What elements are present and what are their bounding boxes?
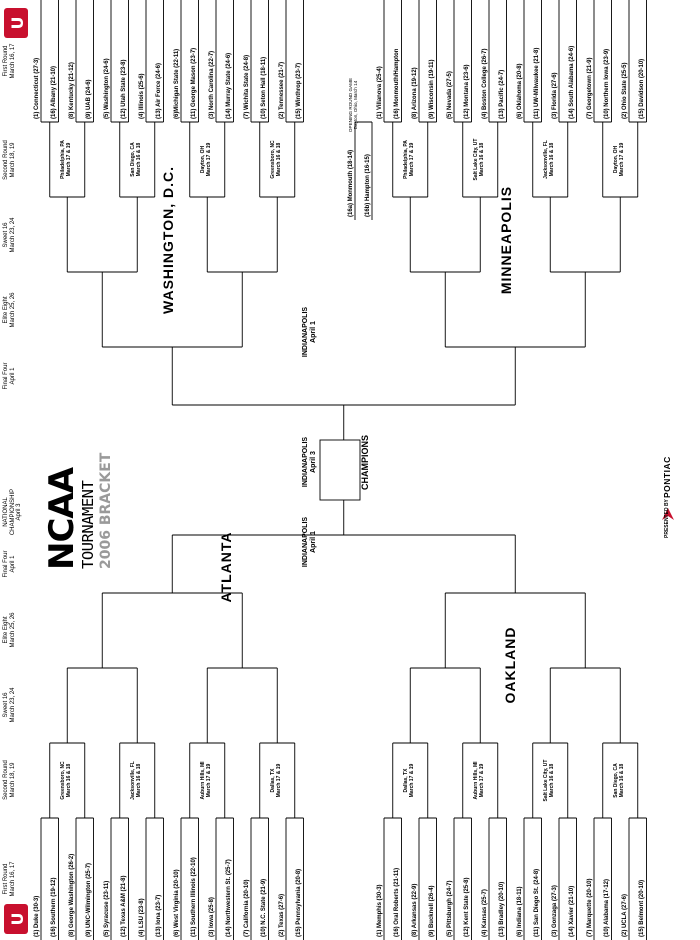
minneapolis-team-text: (2) Ohio State (25-5) (620, 62, 628, 119)
atlanta-site-dates: March 16 & 18 (65, 763, 72, 798)
atlanta-team (260, 876, 268, 937)
atlanta-team (85, 859, 93, 937)
washington-site-dates: March 17 & 19 (205, 142, 212, 177)
oakland-site-city: San Diego, CA (613, 763, 620, 798)
opening-round-team-b (364, 151, 372, 217)
svg-text:U: U (8, 16, 27, 30)
corner-logo-icon (4, 904, 28, 934)
oakland-team (568, 883, 576, 937)
oakland-site-dates: March 16 & 18 (548, 763, 555, 798)
washington-team (208, 47, 216, 119)
atlanta-team-text: (11) Southern Illinois (22-10) (190, 857, 197, 937)
atlanta-team-text: (12) Texas A&M (21-8) (120, 875, 127, 937)
washington-team (243, 52, 251, 119)
round-name: First Round (3, 45, 9, 77)
minneapolis-team (551, 70, 559, 119)
atlanta-site-city: Dallas, TX (270, 768, 277, 793)
atlanta-team-text: (13) Iona (23-7) (155, 894, 162, 937)
washington-site-dates: March 16 & 18 (275, 142, 282, 177)
washington-team (138, 71, 146, 119)
washington-team (68, 59, 76, 119)
final-four-site-left-date: April 1 (310, 531, 317, 553)
minneapolis-team-text: (15) Davidson (20-10) (638, 58, 645, 119)
minneapolis-team (533, 44, 541, 119)
atlanta-team-text: (5) Syracuse (23-11) (102, 880, 110, 937)
oakland-team-text: (16) Oral Roberts (21-11) (393, 867, 400, 937)
round-name: Elite Eight (3, 616, 9, 644)
round-header-left (3, 488, 23, 536)
round-name: NATIONAL CHAMPIONSHIP (3, 488, 16, 536)
minneapolis-team-text: (10) Northern Iowa (23-9) (603, 48, 610, 119)
round-name: Final Four (3, 362, 9, 390)
atlanta-team-text: (15) Pennsylvania (20-8) (295, 868, 302, 937)
minneapolis-team (463, 62, 471, 119)
round-dates: March 23, 24 (9, 217, 16, 253)
washington-site (61, 125, 72, 195)
region-atlanta: ATLANTA (218, 531, 234, 603)
washington-team (50, 63, 58, 119)
round-header-right (3, 286, 16, 334)
oakland-site-city: Salt Lake City, UT (543, 759, 550, 802)
atlanta-team-text: (16) Southern (19-12) (50, 877, 57, 937)
oakland-team (621, 892, 629, 937)
washington-site-dates: March 16 & 18 (135, 142, 142, 177)
washington-team-text: (11) George Mason (23-7) (190, 47, 197, 119)
minneapolis-team-text: (1) Villanova (25-4) (375, 66, 383, 119)
washington-team-text: (16) Albany (21-10) (50, 66, 57, 119)
round-header-right (3, 352, 16, 400)
washington-team-text: (9) UAB (24-6) (85, 79, 92, 119)
oakland-site-city: Dallas, TX (403, 768, 410, 793)
final-four-site-left-city: INDIANAPOLIS (302, 516, 309, 568)
opening-round-place: Dayton, Ohio, March 14 (353, 80, 359, 130)
oakland-team-text: (9) Bucknell (26-4) (428, 885, 435, 937)
atlanta-team (120, 872, 128, 937)
minneapolis-team (428, 56, 436, 119)
round-name: Sweet 16 (3, 222, 9, 248)
atlanta-team (208, 895, 216, 937)
round-dates: March 25, 26 (9, 612, 16, 648)
minneapolis-team-text: (8) Arizona (19-12) (410, 67, 418, 119)
oakland-site-city: Auburn Hills, MI (473, 761, 480, 800)
minneapolis-site-dates: March 16 & 18 (478, 142, 485, 177)
atlanta-team-text: (14) Northwestern St. (25-7) (225, 859, 232, 937)
minneapolis-team (411, 65, 419, 119)
washington-team (103, 55, 111, 119)
washington-team-text: (8) Kentucky (21-12) (67, 62, 75, 119)
minneapolis-team-text: (14) South Alabama (24-6) (568, 45, 575, 119)
oakland-team-text: (15) Belmont (20-10) (638, 879, 645, 937)
oakland-site-dates: March 17 & 19 (408, 763, 415, 798)
washington-team (173, 45, 181, 119)
minneapolis-site-city: Jacksonville, FL (543, 140, 550, 179)
oakland-site-dates: March 17 & 19 (478, 763, 485, 798)
atlanta-team-text: (6) West Virginia (20-10) (172, 869, 180, 937)
washington-site-city: Dayton, OH (200, 145, 207, 174)
atlanta-site-city: Greensboro, NC (60, 761, 67, 800)
washington-team (85, 77, 93, 119)
atlanta-team (68, 849, 76, 937)
opening-round-title: OPENING ROUND GAME (348, 77, 353, 133)
round-name: First Round (3, 863, 9, 895)
minneapolis-team-text: (7) Georgetown (21-9) (585, 57, 593, 119)
atlanta-team-text: (4) LSU (23-8) (137, 898, 145, 937)
round-header-left (3, 855, 16, 903)
washington-site (201, 125, 212, 195)
washington-team-text: (10) Seton Hall (18-11) (260, 56, 267, 119)
round-dates: April 1 (9, 555, 16, 573)
oakland-team-text: (10) Alabama (17-12) (603, 879, 610, 937)
minneapolis-team (516, 61, 524, 119)
minneapolis-team-text: (9) Wisconsin (19-11) (428, 59, 435, 119)
minneapolis-site-dates: March 16 & 18 (548, 142, 555, 177)
final-four-site-right-date: April 1 (310, 321, 317, 343)
opening-round-info (348, 60, 358, 150)
atlanta-team (103, 878, 111, 937)
atlanta-team-text: (10) N.C. State (21-9) (260, 878, 267, 937)
atlanta-team-text: (2) Texas (27-6) (277, 893, 285, 937)
round-name: Second Round (3, 140, 9, 180)
atlanta-team-text: (3) Iowa (25-8) (207, 897, 215, 937)
washington-team (33, 55, 41, 119)
tournament-title: TOURNAMENT (79, 480, 97, 569)
washington-team (295, 60, 303, 119)
opening-round-team-b-text: (16b) Hampton (16-15) (363, 154, 371, 217)
atlanta-team (243, 876, 251, 937)
championship-site-date: April 3 (310, 451, 317, 473)
region-washington: WASHINGTON, D.C. (160, 166, 176, 314)
minneapolis-team-text: (11) UW-Milwaukee (21-8) (533, 47, 540, 119)
washington-team (155, 60, 163, 119)
washington-site-dates: March 17 & 19 (65, 142, 72, 177)
round-header-left (3, 756, 16, 804)
round-name: Second Round (3, 760, 9, 800)
oakland-team-text: (12) Kent State (25-8) (463, 877, 470, 937)
oakland-team (376, 882, 384, 937)
oakland-team (551, 882, 559, 937)
minneapolis-site (474, 125, 485, 195)
atlanta-site (201, 746, 212, 816)
final-four-site-left (302, 512, 318, 572)
oakland-team-text: (7) Marquette (20-10) (585, 878, 593, 937)
minneapolis-team-text: (16) Monmouth/Hampton (393, 48, 400, 119)
round-dates: March 16, 17 (9, 43, 16, 79)
atlanta-site-dates: March 17 & 19 (205, 763, 212, 798)
oakland-team-text: (5) Pittsburgh (24-7) (445, 880, 453, 937)
round-name: Final Four (3, 550, 9, 578)
region-oakland: OAKLAND (502, 626, 518, 704)
atlanta-site-dates: March 16 & 18 (135, 763, 142, 798)
oakland-team (586, 875, 594, 937)
round-dates: March 23, 24 (9, 687, 16, 723)
oakland-team-text: (4) Kansas (25-7) (480, 889, 488, 937)
oakland-site (544, 746, 555, 816)
minneapolis-team-text: (4) Boston College (26-7) (480, 48, 488, 119)
round-header-right (3, 136, 16, 184)
atlanta-site (61, 746, 72, 816)
minneapolis-site-dates: March 17 & 19 (618, 142, 625, 177)
oakland-team (638, 877, 646, 937)
champion-box (320, 440, 360, 500)
oakland-team (393, 864, 401, 937)
minneapolis-team-text: (6) Oklahoma (20-8) (515, 63, 523, 119)
round-dates: March 18, 19 (9, 762, 16, 798)
minneapolis-team (393, 45, 401, 119)
atlanta-team (138, 896, 146, 937)
oakland-site (614, 746, 625, 816)
round-header-left (3, 681, 16, 729)
minneapolis-site-city: Dayton, OH (613, 145, 620, 174)
oakland-team-text: (11) San Diego St. (24-8) (533, 868, 540, 937)
atlanta-team (173, 866, 181, 937)
minneapolis-team (568, 42, 576, 119)
washington-team-text: (3) North Carolina (22-7) (207, 50, 215, 119)
oakland-site-dates: March 16 & 18 (618, 763, 625, 798)
oakland-team (411, 881, 419, 937)
washington-site (131, 125, 142, 195)
atlanta-team-text: (9) UNC-Wilmington (25-7) (85, 862, 92, 937)
corner-logo-icon (4, 8, 28, 38)
atlanta-team-text: (1) Duke (30-3) (32, 895, 40, 937)
atlanta-site-city: Auburn Hills, MI (200, 761, 207, 800)
final-four-site-right (302, 302, 318, 362)
oakland-team-text: (2) UCLA (27-6) (620, 894, 628, 937)
oakland-team-text: (8) Arkansas (22-9) (410, 883, 418, 937)
ncaa-title: NCAA (42, 467, 82, 570)
atlanta-team-text: (7) California (20-10) (242, 879, 250, 937)
minneapolis-team (376, 63, 384, 119)
oakland-team (463, 874, 471, 937)
round-dates: March 18, 19 (9, 142, 16, 178)
washington-team-text: (12) Utah State (23-8) (120, 59, 127, 119)
atlanta-team (155, 893, 163, 937)
atlanta-team (225, 855, 233, 937)
region-minneapolis: MINNEAPOLIS (498, 185, 514, 295)
oakland-team (516, 884, 524, 937)
oakland-team-text: (6) Indiana (18-11) (515, 886, 523, 937)
washington-team-text: (14) Murray State (24-6) (225, 52, 232, 119)
atlanta-team (50, 874, 58, 937)
svg-text:U: U (8, 912, 27, 926)
atlanta-team-text: (8) George Washington (26-2) (67, 853, 75, 937)
minneapolis-team (446, 69, 454, 119)
round-header-left (3, 606, 16, 654)
washington-team-text: (15) Winthrop (23-7) (295, 62, 302, 119)
washington-team-text: (13) Air Force (24-6) (155, 63, 162, 119)
minneapolis-site (544, 125, 555, 195)
oakland-site (474, 746, 485, 816)
washington-site-city: Philadelphia, PA (60, 140, 67, 179)
round-header-right (3, 211, 16, 259)
championship-site-city: INDIANAPOLIS (302, 436, 309, 488)
round-dates: March 16, 17 (9, 861, 16, 897)
washington-team-text: (6)Michigan State (22-11) (172, 48, 180, 119)
round-name: Sweet 16 (3, 692, 9, 718)
round-dates: April 1 (9, 367, 16, 385)
oakland-team (481, 887, 489, 937)
atlanta-site-city: Jacksonville, FL (130, 761, 137, 800)
washington-site-city: Greensboro, NC (270, 140, 277, 179)
washington-site (271, 125, 282, 195)
atlanta-site (271, 746, 282, 816)
minneapolis-team (481, 45, 489, 119)
minneapolis-site-city: Philadelphia, PA (403, 140, 410, 179)
minneapolis-team-text: (13) Pacific (24-7) (498, 69, 505, 119)
washington-team (225, 49, 233, 119)
final-four-site-right-city: INDIANAPOLIS (302, 306, 309, 358)
champions-label: CHAMPIONS (360, 434, 370, 490)
atlanta-team (278, 892, 286, 937)
atlanta-site-dates: March 17 & 19 (275, 763, 282, 798)
oakland-team (446, 878, 454, 937)
minneapolis-team (621, 60, 629, 119)
atlanta-team (295, 865, 303, 937)
minneapolis-team-text: (5) Nevada (27-5) (445, 71, 453, 119)
sponsor-name: PONTIAC (662, 456, 672, 498)
washington-site-city: San Diego, CA (130, 142, 137, 177)
minneapolis-team (498, 67, 506, 119)
minneapolis-site (614, 125, 625, 195)
washington-team (278, 59, 286, 119)
opening-round-team-a-text: (16a) Monmouth (18-14) (346, 149, 354, 217)
oakland-team (533, 865, 541, 937)
minneapolis-team-text: (3) Florida (27-6) (550, 72, 558, 119)
oakland-team (498, 879, 506, 937)
washington-team-text: (1) Connecticut (27-3) (32, 57, 40, 119)
round-dates: March 25, 26 (9, 292, 16, 328)
oakland-team-text: (13) Bradley (20-10) (498, 881, 505, 937)
minneapolis-team (586, 54, 594, 119)
oakland-team (428, 883, 436, 937)
atlanta-site (131, 746, 142, 816)
washington-team (120, 56, 128, 119)
atlanta-team (33, 894, 41, 937)
washington-team-text: (2) Tennessee (21-7) (277, 61, 285, 119)
washington-team (190, 44, 198, 119)
washington-team-text: (4) Illinois (25-6) (137, 73, 145, 119)
oakland-team-text: (1) Memphis (30-3) (375, 884, 383, 937)
washington-team-text: (7) Wichita State (24-8) (242, 54, 250, 119)
round-dates: April 3 (16, 503, 22, 521)
opening-round-team-a (347, 146, 355, 217)
minneapolis-site-city: Salt Lake City, UT (473, 138, 480, 181)
round-header-left (3, 540, 16, 588)
oakland-team-text: (3) Gonzaga (27-3) (550, 885, 558, 937)
washington-team-text: (5) Washington (24-6) (102, 58, 110, 119)
atlanta-team (190, 853, 198, 937)
oakland-team (603, 876, 611, 937)
championship-site (302, 432, 318, 492)
minneapolis-site (404, 125, 415, 195)
oakland-team-text: (14) Xavier (21-10) (568, 885, 575, 937)
bracket-year-title: 2006 BRACKET (98, 452, 114, 569)
round-name: Elite Eight (3, 296, 9, 324)
minneapolis-team-text: (12) Montana (23-6) (463, 64, 470, 119)
minneapolis-team (603, 45, 611, 119)
oakland-site (404, 746, 415, 816)
presented-by-label: PRESENTED BY (664, 499, 670, 538)
round-header-right (3, 37, 16, 85)
minneapolis-team (638, 56, 646, 119)
washington-team (260, 54, 268, 119)
minneapolis-site-dates: March 17 & 19 (408, 142, 415, 177)
